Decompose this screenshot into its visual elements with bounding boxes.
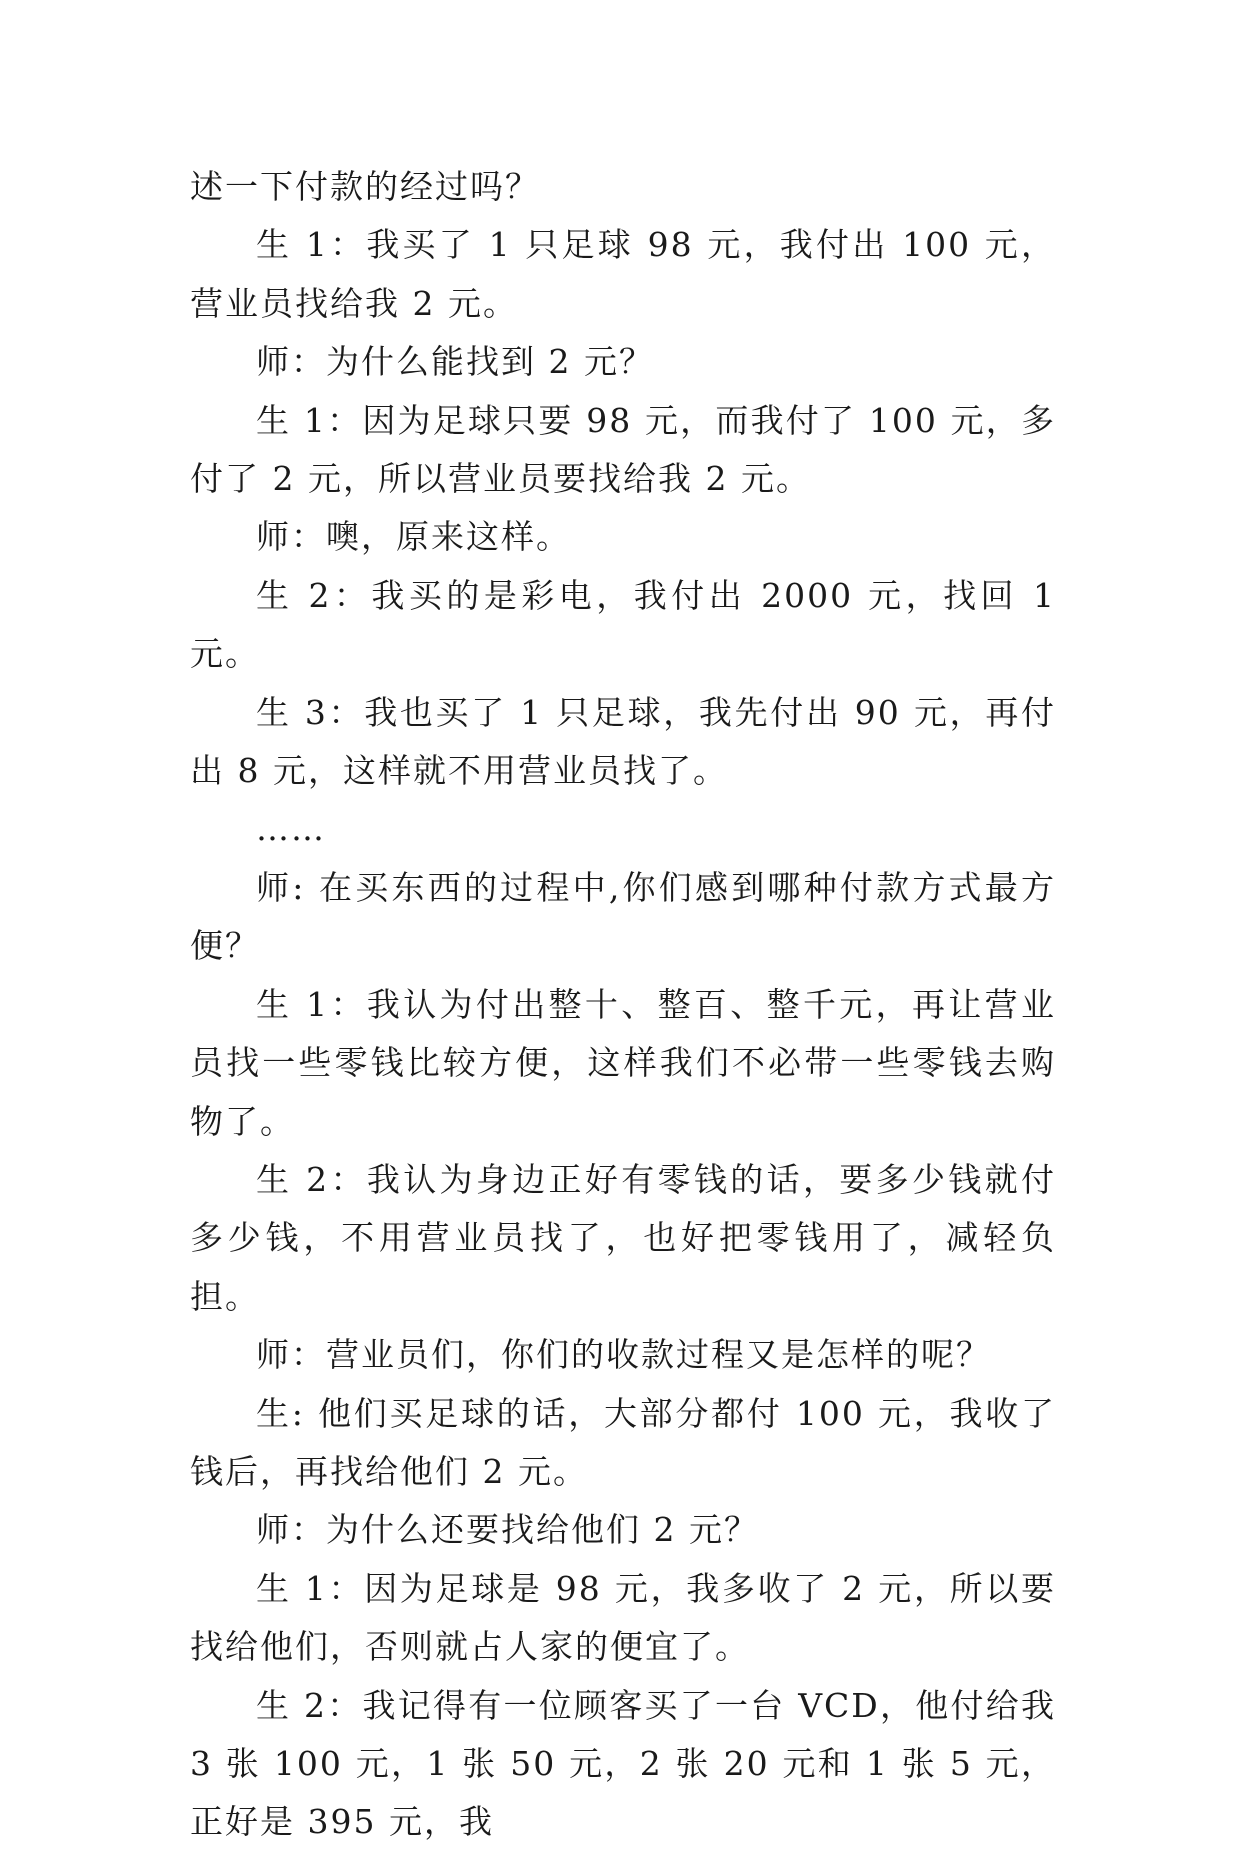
dialogue-text bbox=[190, 158, 1056, 1852]
paragraph-student3-ball: 生 3：我也买了 1 只足球，我先付出 90 元，再付出 8 元，这样就不用营业员找了。 bbox=[190, 692, 1056, 791]
paragraph-student2-opinion: 生 2：我认为身边正好有零钱的话，要多少钱就付多少钱，不用营业员找了，也好把零钱用了，减轻负担。 bbox=[190, 1159, 1056, 1316]
paragraph-student2-tv: 生 2：我买的是彩电，我付出 2000 元，找回 1 元。 bbox=[190, 575, 1056, 674]
paragraph-ellipsis: …… bbox=[256, 809, 326, 849]
paragraph-continuation: 述一下付款的经过吗？ bbox=[190, 167, 540, 206]
paragraph-student-cashier: 生: 他们买足球的话，大部分都付 100 元，我收了钱后，再找给他们 2 元。 bbox=[190, 1393, 1056, 1491]
paragraph-teacher-question: 师：为什么能找到 2 元？ bbox=[256, 342, 654, 382]
paragraph-student1-purchase: 生 1：我买了 1 只足球 98 元，我付出 100 元，营业员找给我 2 元。 bbox=[190, 225, 1056, 323]
paragraph-teacher-reply: 师：噢，原来这样。 bbox=[256, 517, 571, 557]
paragraph-student1-reason: 生 1：因为足球只要 98 元，而我付了 100 元，多付了 2 元，所以营业员要找给我 2 元。 bbox=[190, 400, 1056, 499]
paragraph-student2-vcd: 生 2：我记得有一位顾客买了一台 VCD，他付给我 3 张 100 元，1 张 50 元，2 张 20 元和 1 张 5 元，正好是 395 元，我 bbox=[190, 1685, 1056, 1842]
paragraph-student1-opinion: 生 1：我认为付出整十、整百、整千元，再让营业员找一些零钱比较方便，这样我们不必带一些零钱去购物了。 bbox=[190, 984, 1056, 1141]
paragraph-teacher-cashiers: 师：营业员们，你们的收款过程又是怎样的呢？ bbox=[256, 1335, 991, 1375]
paragraph-student1-explain: 生 1：因为足球是 98 元，我多收了 2 元，所以要找给他们，否则就占人家的便宜了。 bbox=[190, 1568, 1056, 1667]
paragraph-teacher-best-method: 师: 在买东西的过程中,你们感到哪种付款方式最方便？ bbox=[190, 867, 1056, 966]
paragraph-teacher-why-change: 师：为什么还要找给他们 2 元？ bbox=[256, 1510, 759, 1550]
